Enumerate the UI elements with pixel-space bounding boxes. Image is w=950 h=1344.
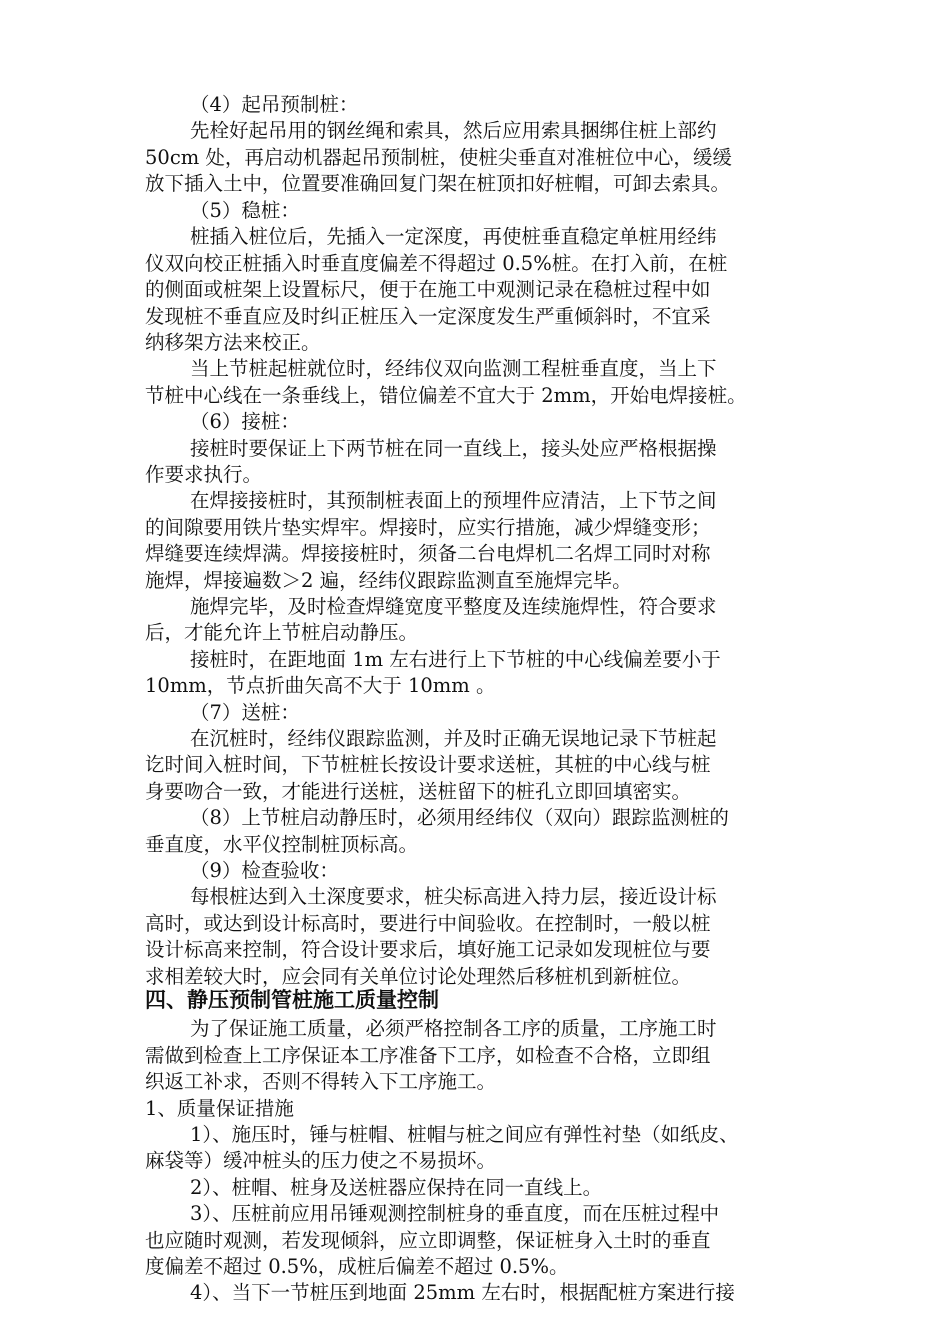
paragraph-line: 接桩时，在距地面 1m 左右进行上下节桩的中心线偏差要小于 — [190, 648, 721, 671]
paragraph-line: 织返工补求，否则不得转入下工序施工。 — [145, 1070, 497, 1093]
paragraph-line: 每根桩达到入土深度要求，桩尖标高进入持力层，接近设计标 — [190, 885, 717, 908]
paragraph-line: 度偏差不超过 0.5%，成桩后偏差不超过 0.5%。 — [145, 1255, 569, 1278]
paragraph-line: 需做到检查上工序保证本工序准备下工序，如检查不合格，立即组 — [145, 1044, 711, 1067]
paragraph-line: 放下插入土中，位置要准确回复门架在桩顶扣好桩帽，可卸去索具。 — [145, 172, 731, 195]
paragraph-line: 桩插入桩位后，先插入一定深度，再使桩垂直稳定单桩用经纬 — [190, 225, 717, 248]
paragraph-line: 垂直度，水平仪控制桩顶标高。 — [145, 833, 419, 856]
item-4-heading: （4）起吊预制桩： — [190, 93, 359, 116]
paragraph-line: 为了保证施工质量，必须严格控制各工序的质量，工序施工时 — [190, 1017, 717, 1040]
paragraph-line: 在焊接接桩时，其预制桩表面上的预埋件应清洁，上下节之间 — [190, 489, 717, 512]
paragraph-line: 求相差较大时，应会同有关单位讨论处理然后移桩机到新桩位。 — [145, 965, 692, 988]
paragraph-line: 讫时间入桩时间，下节桩桩长按设计要求送桩，其桩的中心线与桩 — [145, 753, 711, 776]
paragraph-line: 1）、施压时，锤与桩帽、桩帽与桩之间应有弹性衬垫（如纸皮、 — [190, 1123, 739, 1146]
paragraph-line: 也应随时观测，若发现倾斜，应立即调整，保证桩身入土时的垂直 — [145, 1229, 711, 1252]
item-7-heading: （7）送桩： — [190, 701, 300, 724]
section-heading: 四、静压预制管桩施工质量控制 — [145, 988, 439, 1012]
paragraph-line: 的侧面或桩架上设置标尺，便于在施工中观测记录在稳桩过程中如 — [145, 278, 711, 301]
paragraph-line: 施焊，焊接遍数＞2 遍，经纬仪跟踪监测直至施焊完毕。 — [145, 569, 632, 592]
paragraph-line: 3）、压桩前应用吊锤观测控制桩身的垂直度，而在压桩过程中 — [190, 1202, 720, 1225]
paragraph-line: 在沉桩时，经纬仪跟踪监测，并及时正确无误地记录下节桩起 — [190, 727, 717, 750]
paragraph-line: 后，才能允许上节桩启动静压。 — [145, 621, 419, 644]
paragraph-line: 高时，或达到设计标高时，要进行中间验收。在控制时，一般以桩 — [145, 912, 711, 935]
paragraph-line: 发现桩不垂直应及时纠正桩压入一定深度发生严重倾斜时，不宜采 — [145, 305, 711, 328]
item-6-heading: （6）接桩： — [190, 410, 300, 433]
paragraph-line: 设计标高来控制，符合设计要求后，填好施工记录如发现桩位与要 — [145, 938, 711, 961]
paragraph-line: 焊缝要连续焊满。焊接接桩时，须备二台电焊机二名焊工同时对称 — [145, 542, 711, 565]
paragraph-line: 仪双向校正桩插入时垂直度偏差不得超过 0.5%桩。在打入前，在桩 — [145, 252, 728, 275]
paragraph-line: 2）、桩帽、桩身及送桩器应保持在同一直线上。 — [190, 1176, 603, 1199]
paragraph-line: 50cm 处，再启动机器起吊预制桩，使桩尖垂直对准桩位中心，缓缓 — [145, 146, 732, 169]
item-8-line: （8）上节桩启动静压时，必须用经纬仪（双向）跟踪监测桩的 — [190, 806, 729, 829]
item-9-heading: （9）检查验收： — [190, 859, 339, 882]
paragraph-line: 节桩中心线在一条垂线上，错位偏差不宜大于 2mm，开始电焊接桩。 — [145, 384, 747, 407]
paragraph-line: 4）、当下一节桩压到地面 25mm 左右时，根据配桩方案进行接 — [190, 1281, 735, 1304]
paragraph-line: 纳移架方法来校正。 — [145, 331, 321, 354]
paragraph-line: 当上节桩起桩就位时，经纬仪双向监测工程桩垂直度，当上下 — [190, 357, 717, 380]
paragraph-line: 身要吻合一致，才能进行送桩，送桩留下的桩孔立即回填密实。 — [145, 780, 692, 803]
paragraph-line: 接桩时要保证上下两节桩在同一直线上，接头处应严格根据操 — [190, 437, 717, 460]
paragraph-line: 先栓好起吊用的钢丝绳和索具，然后应用索具捆绑住桩上部约 — [190, 119, 717, 142]
item-5-heading: （5）稳桩： — [190, 199, 300, 222]
paragraph-line: 麻袋等）缓冲桩头的压力使之不易损坏。 — [145, 1149, 497, 1172]
paragraph-line: 作要求执行。 — [145, 463, 263, 486]
subsection-heading: 1、质量保证措施 — [145, 1097, 294, 1120]
paragraph-line: 施焊完毕，及时检查焊缝宽度平整度及连续施焊性，符合要求 — [190, 595, 717, 618]
paragraph-line: 10mm，节点折曲矢高不大于 10mm 。 — [145, 674, 496, 697]
paragraph-line: 的间隙要用铁片垫实焊牢。焊接时，应实行措施，减少焊缝变形； — [145, 516, 711, 539]
